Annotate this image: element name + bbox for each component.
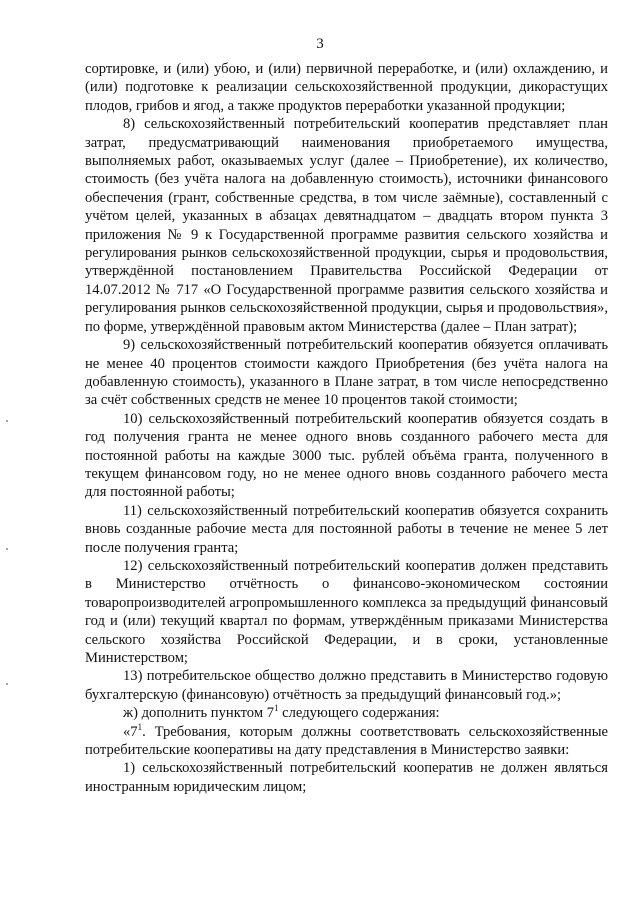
- paragraph-item-9: 9) сельскохозяйственный потребительский кооператив обязуется оплачивать не менее 40 процентов стоимости каждого Приобретения (без учёта налога на добавленную стоимость), указанного в Плане затрат, в том числе непосредственно за счёт собственных средств не менее 10 процентов такой стоимости;: [85, 337, 608, 409]
- paragraph-amendment-zh: [85, 704, 608, 722]
- scan-artifact: [6, 548, 8, 550]
- paragraph-item-12: 12) сельскохозяйственный потребительский кооператив должен представить в Министерство отчётность о финансово-экономическом состоянии товаропроизводителей агропромышленного комплекса за предыдущий финансовый год и (или) текущий квартал по формам, утверждённым приказами Министерства сельского хозяйства Российской Федерации, и в сроки, установленные Министерством;: [85, 557, 608, 666]
- page-number: 3: [316, 36, 324, 52]
- document-body: [85, 60, 608, 796]
- section-7-1-text-before: «7: [123, 723, 138, 740]
- paragraph-item-13: 13) потребительское общество должно представить в Министерство годовую бухгалтерскую (финансовую) отчётность за предыдущий финансовый год.»;: [85, 668, 608, 703]
- paragraph-item-10: 10) сельскохозяйственный потребительский кооператив обязуется создать в год получения гранта не менее одного вновь созданного рабочего места для постоянной работы на каждые 3000 тыс. рублей объёма гранта, полученного в текущем финансовом году, но не менее одного вновь созданного рабочего места для постоянной работы;: [85, 410, 608, 501]
- paragraph-continuation: сортировке, и (или) убою, и (или) первичной переработке, и (или) охлаждению, и (или) подготовке к реализации сельскохозяйственной продукции, дикорастущих плодов, грибов и ягод, а также продуктов переработки указанной продукции;: [85, 61, 608, 114]
- section-7-1-text-after: . Требования, которым должны соответствовать сельскохозяйственные потребительские кооперативы на дату представления в Министерство заявки:: [85, 723, 608, 759]
- amendment-zh-text-before: ж) дополнить пунктом 7: [123, 705, 275, 722]
- section-7-1-superscript: 1: [137, 721, 143, 732]
- paragraph-item-11: 11) сельскохозяйственный потребительский кооператив обязуется сохранить вновь созданные рабочие места для постоянной работы в течение не менее 5 лет после получения гранта;: [85, 502, 608, 556]
- scan-artifact: [6, 683, 8, 685]
- paragraph-section-7-1: [85, 723, 608, 760]
- paragraph-item-8: 8) сельскохозяйственный потребительский кооператив представляет план затрат, предусматривающий наименования приобретаемого имущества, выполняемых работ, оказываемых услуг (далее – Приобретение), их количество, стоимость (без учёта налога на добавленную стоимость), источники финансового обеспечения (грант, собственные средства, в том числе заёмные), составленный с учётом целей, указанных в абзацах девятнадцатом – двадцать втором пункта 3 приложения № 9 к Государственной программе развития сельского хозяйства и регулирования рынков сельскохозяйственной продукции, сырья и продовольствия, утверждённой постановлением Правительства Российской Федерации от 14.07.2012 № 717 «О Государственной программе развития сельского хозяйства и регулирования рынков сельскохозяйственной продукции, сырья и продовольствия», по форме, утверждённой правовым актом Министерства (далее – План затрат);: [85, 116, 608, 335]
- amendment-zh-superscript: 1: [274, 703, 279, 714]
- paragraph-requirement-1: 1) сельскохозяйственный потребительский кооператив не должен являться иностранным юридическим лицом;: [85, 760, 608, 795]
- amendment-zh-text-after: следующего содержания:: [278, 705, 440, 722]
- scan-artifact: [6, 420, 8, 422]
